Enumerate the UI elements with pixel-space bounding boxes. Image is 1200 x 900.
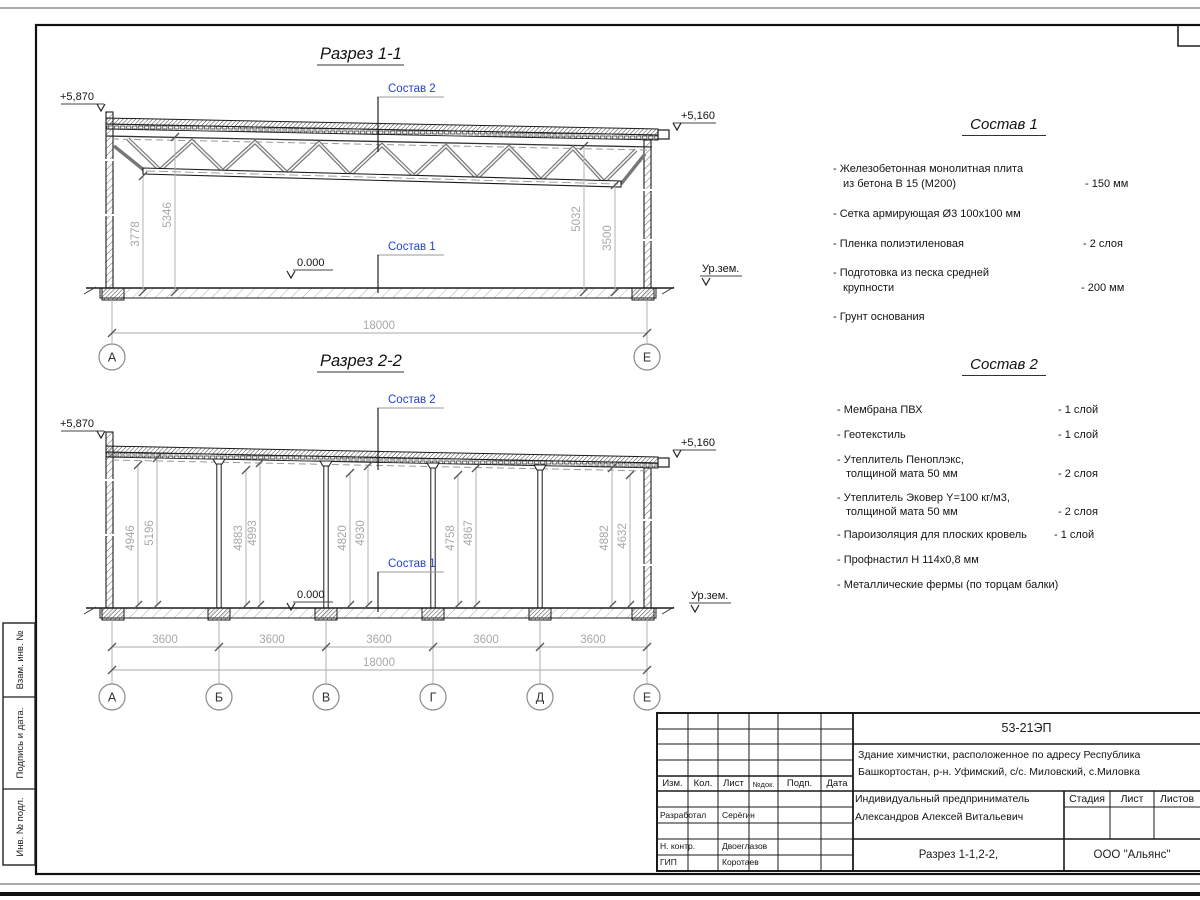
axis-g-2: Г: [429, 690, 437, 705]
svg-text:Состав 1: Состав 1: [388, 241, 436, 253]
col-podp: Подп.: [786, 778, 813, 789]
dim-4883: 4883: [233, 525, 245, 551]
sostav2-item: - Геотекстиль: [837, 429, 906, 441]
sostav1-item-value: - 200 мм: [1081, 282, 1125, 294]
col-data: Дата: [826, 778, 848, 789]
name-developed: Серёгин: [722, 810, 755, 820]
col-list: Лист: [723, 778, 744, 789]
sostav2-item-value: - 2 слоя: [1058, 468, 1099, 480]
dim-3600-2: 3600: [259, 634, 285, 646]
dim-3600-5: 3600: [580, 634, 606, 646]
roof-end-cap-2: [658, 458, 669, 467]
stage-header: Стадия: [1069, 793, 1105, 805]
axis-a-2: А: [107, 690, 117, 705]
svg-text:Состав 2: Состав 2: [388, 394, 436, 406]
sostav1-item: - Пленка полиэтиленовая: [833, 238, 964, 250]
axis-d-2: Д: [535, 690, 545, 705]
svg-text:Состав 1: Состав 1: [388, 558, 436, 570]
object-name-line2: Башкортостан, р-н. Уфимский, с/с. Миловский, с.Миловка: [858, 766, 1140, 778]
col-kol: Кол.: [693, 778, 713, 789]
sostav1-item: - Сетка армирующая Ø3 100х100 мм: [833, 208, 1021, 220]
layer-callout-bottom-1: [377, 241, 444, 293]
dim-3600-1: 3600: [152, 634, 178, 646]
format-box: [1178, 25, 1200, 46]
floor-2: [84, 607, 674, 620]
dim-4867: 4867: [463, 520, 475, 546]
strip-label-podpis: Подпись и дата.: [15, 707, 26, 779]
roof-1: [106, 118, 669, 140]
sostav1-item-cont: крупности: [843, 282, 895, 294]
svg-text:+5,870: +5,870: [60, 418, 94, 430]
dim-4820: 4820: [337, 525, 349, 551]
elev-5870-1: [60, 91, 105, 111]
sostav1-item: - Железобетонная монолитная плита: [833, 163, 1024, 175]
dim-3500: 3500: [602, 225, 614, 251]
name-ncontrol: Двоеглазов: [722, 841, 768, 851]
dim-5196: 5196: [144, 520, 156, 546]
span-dim-1: [108, 300, 651, 343]
wall-left: [106, 112, 113, 288]
elev-5160-2: [673, 437, 716, 457]
wall-right-2: [644, 468, 651, 608]
zero-mark-1: [287, 257, 333, 278]
sostav1-item-value: - 150 мм: [1085, 178, 1129, 190]
sostav2-item-value: - 1 слой: [1058, 404, 1099, 416]
dim-4632: 4632: [617, 523, 629, 549]
ground-level-1: [700, 263, 742, 285]
client-line2: Александров Алексей Витальевич: [855, 811, 1024, 823]
axis-a-1: А: [107, 350, 117, 365]
dim-5032: 5032: [571, 206, 583, 232]
svg-text:+5,160: +5,160: [681, 110, 715, 122]
sheet-title: Разрез 1-1,2-2,: [918, 849, 999, 861]
client-line1: Индивидуальный предприниматель: [855, 793, 1030, 805]
sostav1-item-cont: из бетона В 15 (М200): [843, 178, 956, 190]
dim-5346: 5346: [162, 202, 174, 228]
floor-1: [84, 287, 674, 300]
strip-label-inv: Инв. № подл.: [15, 797, 26, 857]
svg-text:0.000: 0.000: [297, 589, 325, 601]
role-developed: Разработал: [660, 810, 707, 820]
dim-3778: 3778: [130, 221, 142, 247]
wall-right: [644, 140, 651, 288]
sostav2-item: - Утеплитель Эковер Y=100 кг/м3,: [837, 492, 1010, 504]
sostav1-item-value: - 2 слоя: [1083, 238, 1124, 250]
dim-4758: 4758: [445, 525, 457, 551]
doc-number: 53-21ЭП: [1001, 721, 1052, 735]
sostav2-item: - Металлические фермы (по торцам балки): [837, 579, 1059, 591]
dim-3600-3: 3600: [366, 634, 392, 646]
elev-5160-1: [673, 110, 716, 130]
sostav2-item-cont: толщиной мата 50 мм: [846, 506, 958, 518]
dim-4946: 4946: [125, 525, 137, 551]
role-gip: ГИП: [660, 857, 677, 867]
svg-text:Ур.зем.: Ур.зем.: [691, 590, 729, 602]
role-ncontrol: Н. контр.: [660, 841, 696, 851]
elev-5870-2: [60, 418, 105, 438]
svg-text:Состав 2: Состав 2: [388, 83, 436, 95]
dim-4882: 4882: [599, 525, 611, 551]
dim-18000-2: 18000: [363, 657, 395, 669]
roof-end-cap: [658, 130, 669, 139]
sostav2-item-value: - 1 слой: [1058, 429, 1099, 441]
sostav1-item: - Грунт основания: [833, 311, 925, 323]
sostav2-item: - Мембрана ПВХ: [837, 404, 923, 416]
sostav1-title: Состав 1: [962, 116, 1046, 136]
roof-2: [106, 446, 669, 471]
sostav2-item-value: - 2 слоя: [1058, 506, 1099, 518]
svg-text:Ур.зем.: Ур.зем.: [702, 263, 740, 275]
sheet-header: Лист: [1120, 793, 1144, 805]
bay-dims: [108, 620, 651, 684]
col-izm: Изм.: [662, 778, 683, 789]
section-2-drawing: [60, 352, 731, 710]
axis-b-2: Б: [214, 690, 224, 705]
dim-4930: 4930: [355, 520, 367, 546]
sostav1-item: - Подготовка из песка средней: [833, 267, 989, 279]
dims-vertical-2: [138, 458, 630, 605]
sostav2-item: - Профнастил Н 114х0,8 мм: [837, 554, 979, 566]
sostav2-item-cont: толщиной мата 50 мм: [846, 468, 958, 480]
svg-text:+5,870: +5,870: [60, 91, 94, 103]
section1-title: Разрез 1-1: [320, 45, 402, 63]
dim-18000-1: 18000: [363, 320, 395, 332]
sostav2-item: - Утеплитель Пеноплэкс,: [837, 454, 964, 466]
sostav2-item: - Пароизоляция для плоских кровель: [837, 529, 1027, 541]
svg-text:0.000: 0.000: [297, 257, 325, 269]
axis-e-2: Е: [642, 690, 652, 705]
col-ndok: №док.: [752, 780, 775, 789]
section2-title: Разрез 2-2: [320, 352, 402, 370]
svg-text:+5,160: +5,160: [681, 437, 715, 449]
sostav2-title: Состав 2: [962, 356, 1046, 376]
axis-v-2: В: [321, 690, 331, 705]
dim-4993: 4993: [247, 520, 259, 546]
name-gip: Коротаев: [722, 857, 759, 867]
organization: ООО "Альянс": [1093, 849, 1171, 861]
strip-label-vzam: Взам. инв. №: [15, 630, 26, 690]
axis-markers-2: [99, 684, 660, 710]
columns: [213, 459, 546, 608]
sostav2-item-value: - 1 слой: [1054, 529, 1095, 541]
section-1-drawing: [60, 45, 742, 370]
ground-level-2: [689, 590, 731, 612]
sheets-header: Листов: [1159, 793, 1195, 805]
dim-3600-4: 3600: [473, 634, 499, 646]
axis-e-1: Е: [642, 350, 652, 365]
wall-left-2: [106, 432, 113, 608]
object-name-line1: Здание химчистки, расположенное по адресу Республика: [858, 749, 1141, 761]
truss: [106, 136, 652, 187]
